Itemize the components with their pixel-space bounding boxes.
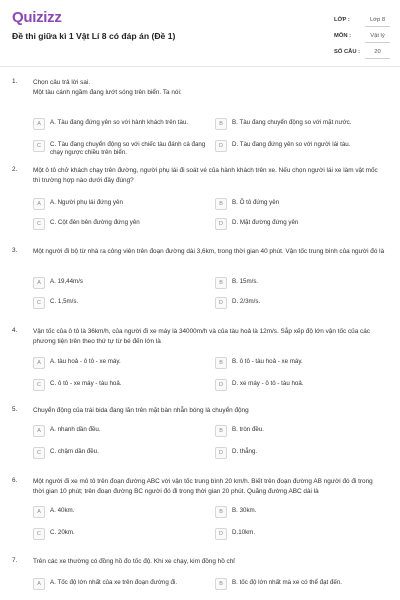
answer-option-d[interactable] [215,297,385,311]
question-text: Vận tốc của ô tô là 36km/h, của người đi xe máy là 34000m/h và của tàu hoả là 12m/s. Sắp xếp độ lớn vận tốc của các phương tiện trên theo thứ tự từ bé đến lớn là [33,328,371,345]
answer-option-d[interactable] [215,379,385,393]
option-letter-badge: A [33,118,45,130]
answer-option-d[interactable] [215,447,385,461]
option-letter-badge: B [215,277,227,289]
option-text: D. xe máy - ô tô - tàu hoả. [232,380,304,387]
option-text: B. Ô tô đứng yên [232,199,280,206]
header-divider [0,66,400,67]
option-text: B. Tàu đang chuyển động so với mặt nước. [232,119,352,126]
question-number: 5. [12,406,18,413]
question-number: 4. [12,327,18,334]
option-letter-badge: A [33,198,45,210]
option-text: A. nhanh dần đều. [50,426,101,433]
option-text: C. Cột đèn bên đường đứng yên [50,219,140,226]
option-letter-badge: C [33,218,45,230]
question-text: Một người đi xe mô tô trên đoạn đường ABC với vận tốc trung bình 20 km/h. Biết trên đoạn đường AB người đó đi trong thời gian 10 phút; trên đoạn đường BC người đó đi trong thời gian 20 phút. Quãng đường ABC dài là [33,478,373,495]
question-text: Trên các xe thường có đồng hồ đo tốc độ. Khi xe chạy, kim đồng hồ chỉ [33,558,235,565]
answer-option-c[interactable] [33,447,203,461]
worksheet-meta [334,14,390,62]
option-letter-badge: C [33,447,45,459]
meta-class-label: LỚP : [334,17,350,23]
meta-count-label: SỐ CÂU : [334,49,361,55]
answer-option-b[interactable] [215,425,385,439]
option-text: D. thẳng. [232,448,258,455]
option-text: C. chậm dần đều. [50,448,99,455]
answer-option-c[interactable] [33,140,206,156]
option-letter-badge: A [33,357,45,369]
answer-option-c[interactable] [33,297,203,311]
option-text: B. 15m/s. [232,278,259,285]
option-text: A. 19,44m/s [50,278,84,285]
answer-option-b[interactable] [215,357,385,371]
option-letter-badge: D [215,297,227,309]
option-text: D. Tàu đang đứng yên so với người lái tàu. [232,141,351,148]
option-text: A. Người phụ lái đứng yên [50,199,123,206]
meta-subject-value: Vật lý [365,30,390,43]
option-text: B. 30km. [232,507,257,514]
option-text: A. tàu hoả - ô tô - xe máy. [50,358,121,365]
question-number: 7. [12,557,18,564]
quizizz-logo: Quizizz [12,9,62,26]
option-text: C. 1,5m/s. [50,298,79,305]
question-number: 3. [12,247,18,254]
page-title: Đề thi giữa kì 1 Vật Lí 8 có đáp án (Đề 1) [12,31,176,41]
option-text: B. ô tô - tàu hoả - xe máy. [232,358,303,365]
question-number: 2. [12,166,18,173]
option-letter-badge: C [33,528,45,540]
option-letter-badge: B [215,578,227,590]
answer-option-a[interactable] [33,198,203,212]
answer-option-a[interactable] [33,578,203,592]
option-text: A. Tàu đang đứng yên so với hành khách trên tàu. [50,119,189,126]
answer-option-b[interactable] [215,578,385,592]
option-letter-badge: B [215,357,227,369]
option-text: D.10km. [232,529,256,536]
answer-option-b[interactable] [215,277,385,291]
answer-option-a[interactable] [33,506,203,520]
option-letter-badge: B [215,506,227,518]
answer-option-d[interactable] [215,218,385,232]
option-letter-badge: D [215,447,227,459]
question-text: Chọn câu trả lời sai. Một tàu cánh ngầm đang lướt sóng trên biển. Ta nói: [33,79,182,96]
option-letter-badge: C [33,379,45,391]
answer-option-a[interactable] [33,118,203,132]
option-letter-badge: A [33,578,45,590]
question-text: Một người đi bộ từ nhà ra công viên trên đoạn đường dài 3,6km, trong thời gian 40 phút. Vận tốc trung bình của người đó là [33,248,385,255]
answer-option-d[interactable] [215,528,385,542]
option-text: D. Mặt đường đứng yên [232,219,299,226]
option-text: C. ô tô - xe máy - tàu hoả. [50,380,122,387]
option-letter-badge: D [215,528,227,540]
option-letter-badge: A [33,506,45,518]
option-text: C. Tàu đang chuyển động so với chiếc tàu đánh cá đang chạy ngược chiều trên biển. [50,141,206,156]
option-letter-badge: C [33,140,45,152]
option-text: A. Tốc độ lớn nhất của xe trên đoạn đường đi. [50,579,178,586]
option-letter-badge: D [215,140,227,152]
option-letter-badge: A [33,425,45,437]
answer-option-b[interactable] [215,198,385,212]
option-letter-badge: D [215,379,227,391]
meta-class-row [334,14,390,30]
meta-count-row [334,46,390,62]
worksheet-header [0,0,400,62]
meta-class-value: Lớp 8 [365,14,390,27]
answer-option-a[interactable] [33,425,203,439]
option-letter-badge: D [215,218,227,230]
meta-subject-label: MÔN : [334,33,352,39]
answer-option-c[interactable] [33,528,203,542]
answer-option-c[interactable] [33,379,203,393]
option-letter-badge: B [215,118,227,130]
answer-option-a[interactable] [33,357,203,371]
option-text: C. 20km. [50,529,75,536]
option-letter-badge: B [215,198,227,210]
option-text: B. tốc độ lớn nhất mà xe có thể đạt đến. [232,579,343,586]
answer-option-b[interactable] [215,506,385,520]
question-text: Một ô tô chở khách chạy trên đường, người phụ lái đi soát vé của hành khách trên xe. Nếu chọn người lái xe làm vật mốc thì trường hợp nào dưới đây đúng? [33,167,378,184]
option-letter-badge: A [33,277,45,289]
meta-subject-row [334,30,390,46]
answer-option-b[interactable] [215,118,385,132]
option-text: A. 40km. [50,507,75,514]
question-number: 1. [12,78,18,85]
answer-option-d[interactable] [215,140,385,154]
option-text: B. tròn đều. [232,426,264,433]
answer-option-a[interactable] [33,277,203,291]
option-letter-badge: C [33,297,45,309]
meta-count-value: 20 [365,46,390,59]
question-text: Chuyển động của trái bida đang lăn trên mặt bàn nhẵn bóng là chuyển động [33,407,249,414]
question-number: 6. [12,477,18,484]
answer-option-c[interactable] [33,218,203,232]
option-letter-badge: B [215,425,227,437]
option-text: D. 2/3m/s. [232,298,261,305]
